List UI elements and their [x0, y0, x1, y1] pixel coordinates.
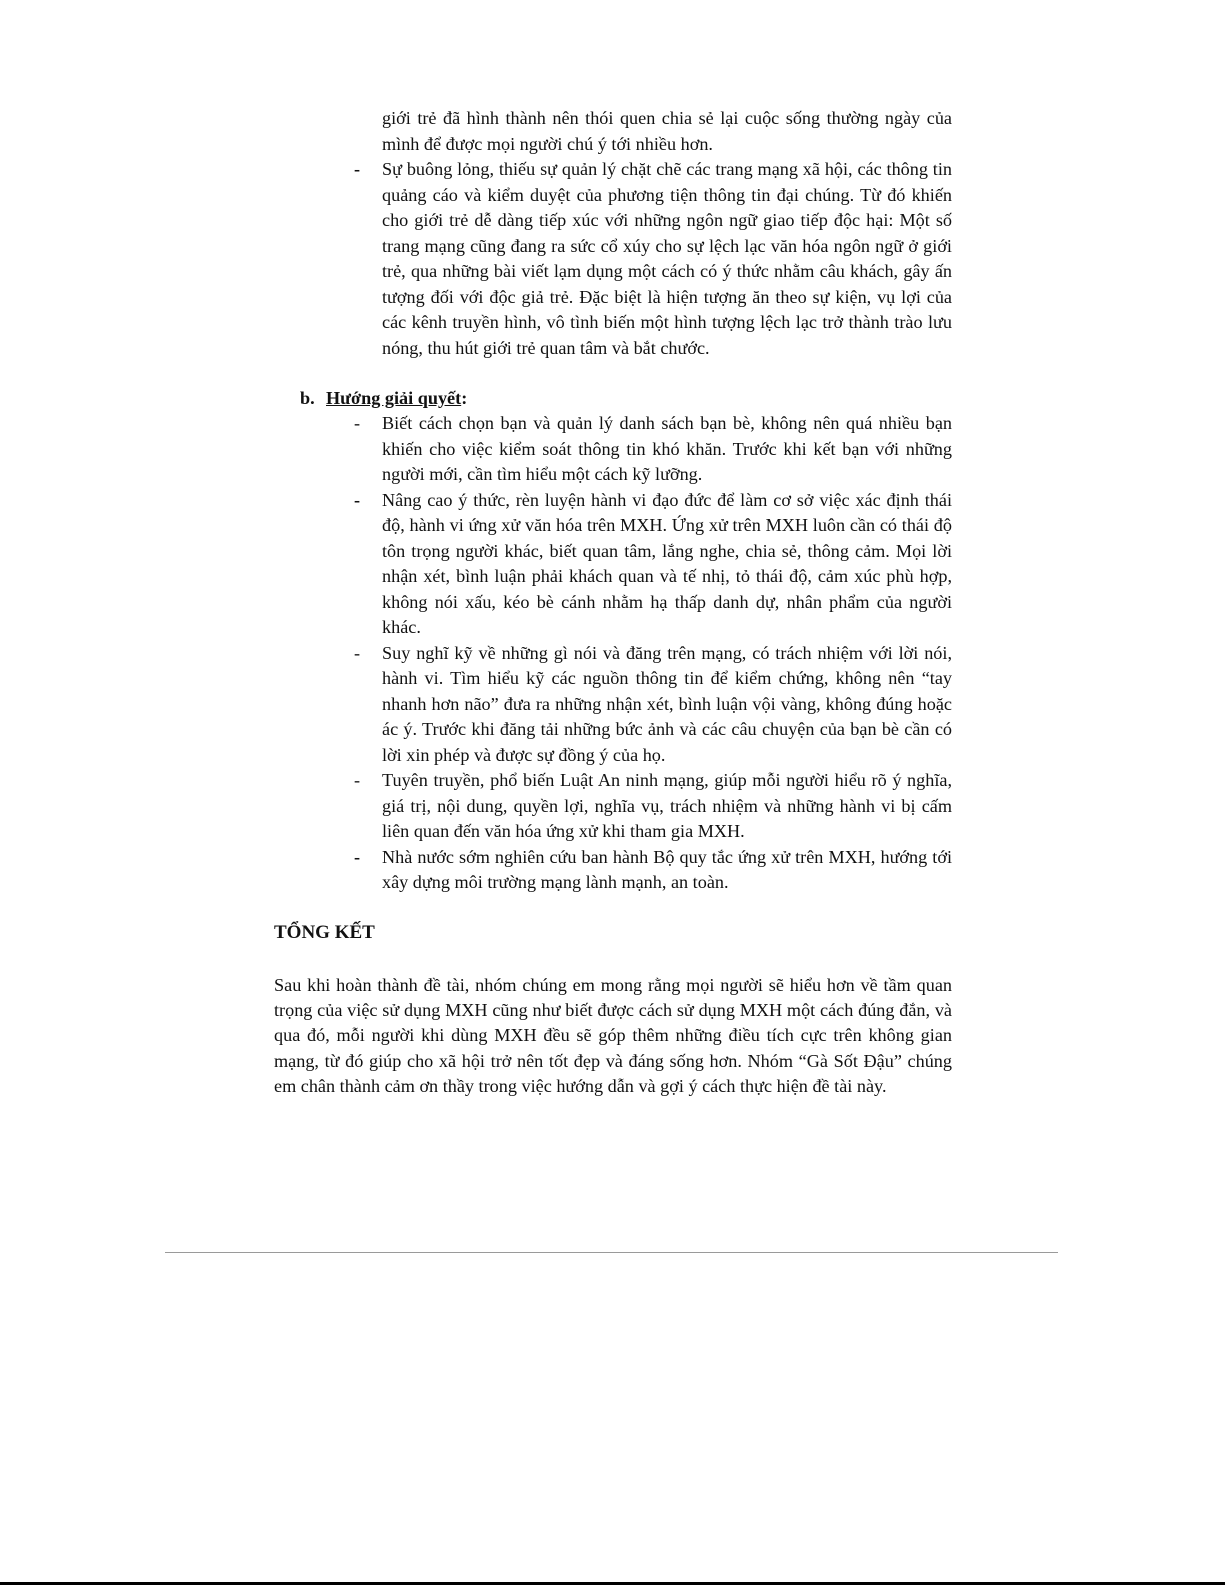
page-divider	[165, 1252, 1058, 1253]
continued-paragraph: giới trẻ đã hình thành nên thói quen chia sẻ lại cuộc sống thường ngày của mình để được mọi người chú ý tới nhiều hơn.	[382, 108, 952, 154]
list-item	[354, 768, 952, 845]
list-item-text: Tuyên truyền, phổ biến Luật An ninh mạng, giúp mỗi người hiểu rõ ý nghĩa, giá trị, nội dung, quyền lợi, nghĩa vụ, trách nhiệm và những hành vi bị cấm liên quan đến văn hóa ứng xử khi tham gia MXH.	[382, 770, 952, 841]
list-item	[354, 157, 952, 361]
section-heading-b	[300, 386, 467, 412]
solutions-list	[354, 411, 952, 896]
bullet-dash: -	[354, 489, 361, 510]
list-item	[354, 641, 952, 769]
list-item	[354, 411, 952, 488]
bullet-dash: -	[354, 846, 361, 867]
list-item-text: Nhà nước sớm nghiên cứu ban hành Bộ quy tắc ứng xử trên MXH, hướng tới xây dựng môi trường mạng lành mạnh, an toàn.	[382, 846, 952, 892]
list-item	[354, 845, 952, 896]
section-colon: :	[461, 388, 468, 408]
bullet-dash: -	[354, 413, 361, 433]
summary-heading: TỔNG KẾT	[274, 922, 375, 943]
list-item-text: Sự buông lỏng, thiếu sự quản lý chặt chẽ các trang mạng xã hội, các thông tin quảng cáo và kiểm duyệt của phương tiện thông tin đại chúng. Từ đó khiến cho giới trẻ dễ dàng tiếp xúc với những ngôn ngữ giao tiếp độc hại: Một số trang mạng cũng đang ra sức cổ xúy cho sự lệch lạc văn hóa ngôn ngữ ở giới trẻ, qua những bài viết lạm dụng một cách có ý thức nhằm câu khách, gây ấn tượng đối với độc giả trẻ. Đặc biệt là hiện tượng ăn theo sự kiện, vụ lợi của các kênh truyền hình, vô tình biến một hình tượng lệch lạc trở thành trào lưu nóng, thu hút giới trẻ quan tâm và bắt chước.	[382, 159, 952, 358]
section-marker: b.	[300, 388, 315, 408]
list-item-text: Biết cách chọn bạn và quản lý danh sách bạn bè, không nên quá nhiều bạn khiến cho việc kiểm soát thông tin khó khăn. Trước khi kết bạn với những người mới, cần tìm hiểu một cách kỹ lưỡng.	[382, 413, 952, 484]
causes-list	[354, 157, 952, 361]
bullet-dash: -	[354, 770, 361, 790]
bullet-dash: -	[354, 159, 361, 179]
bullet-dash: -	[354, 642, 361, 663]
summary-paragraph: Sau khi hoàn thành đề tài, nhóm chúng em mong rằng mọi người sẽ hiểu hơn về tầm quan trọng của việc sử dụng MXH cũng như biết được cách sử dụng MXH một cách đúng đắn, và qua đó, mỗi người khi dùng MXH đều sẽ góp thêm những điều tích cực trên không gian mạng, từ đó giúp cho xã hội trở nên tốt đẹp và đáng sống hơn. Nhóm “Gà Sốt Đậu” chúng em chân thành cảm ơn thầy trong việc hướng dẫn và gợi ý cách thực hiện đề tài này.	[274, 975, 952, 1096]
section-title: Hướng giải quyết	[326, 388, 462, 408]
list-item-text: Nâng cao ý thức, rèn luyện hành vi đạo đức để làm cơ sở việc xác định thái độ, hành vi ứng xử văn hóa trên MXH. Ứng xử trên MXH luôn cần có thái độ tôn trọng người khác, biết quan tâm, lắng nghe, chia sẻ, thông cảm. Mọi lời nhận xét, bình luận phải khách quan và tế nhị, tỏ thái độ, cảm xúc phù hợp, không nói xấu, kéo bè cánh nhằm hạ thấp danh dự, nhân phẩm của người khác.	[382, 489, 952, 637]
list-item	[354, 488, 952, 641]
list-item-text: Suy nghĩ kỹ về những gì nói và đăng trên mạng, có trách nhiệm với lời nói, hành vi. Tìm hiểu kỹ các nguồn thông tin để kiểm chứng, không nên “tay nhanh hơn não” đưa ra những nhận xét, bình luận vội vàng, không đúng hoặc ác ý. Trước khi đăng tải những bức ảnh và các câu chuyện của bạn bè cần có lời xin phép và được sự đồng ý của họ.	[382, 642, 952, 765]
